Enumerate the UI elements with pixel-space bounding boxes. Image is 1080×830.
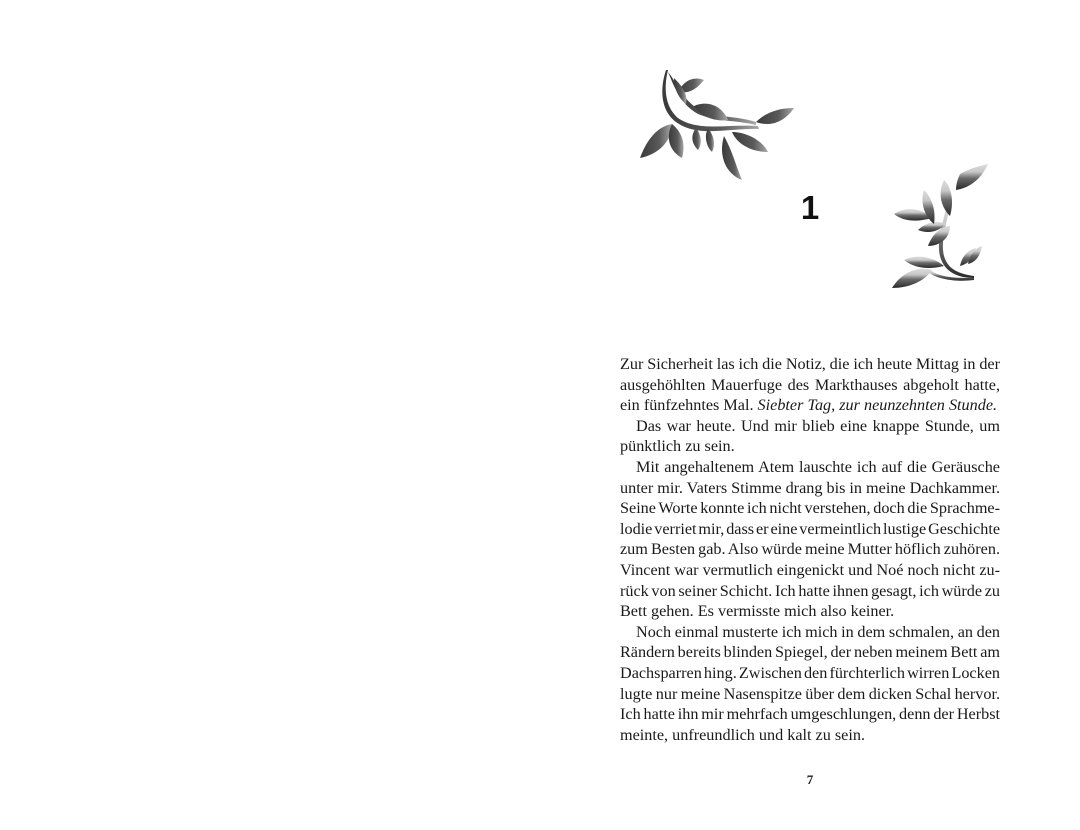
text-line: Bett gehen. Es vermisste mich also keiner. bbox=[620, 602, 895, 621]
leaf-vine-ornament-icon bbox=[888, 160, 988, 295]
text-line: Ich hatte ihn mir mehrfach umgeschlungen, denn der Herbst bbox=[620, 705, 1000, 724]
page-number: 7 bbox=[806, 772, 814, 787]
text-line: unter mir. Vaters Stimme drang bis in meine Dachkammer. bbox=[620, 478, 1000, 497]
text-line: rück von seiner Schicht. Ich hatte ihnen gesagt, ich würde zu bbox=[620, 581, 1000, 600]
text-line: Mit angehaltenem Atem lauschte ich auf die Geräusche bbox=[636, 457, 1000, 476]
text-line: pünktlich zu sein. bbox=[620, 437, 735, 456]
text-line: Rändern bereits blinden Spiegel, der neben meinem Bett am bbox=[620, 643, 1000, 662]
text-line: Noch einmal musterte ich mich in dem schmalen, an den bbox=[636, 622, 1000, 641]
text-line: Zur Sicherheit las ich die Notiz, die ich heute Mittag in der bbox=[620, 355, 1000, 373]
text-line: Vincent war vermutlich eingenickt und Noé noch nicht zu- bbox=[620, 560, 1000, 579]
chapter-number: 1 bbox=[800, 189, 820, 226]
text-line: Dachsparren hing. Zwischen den fürchterlich wirren Locken bbox=[620, 663, 1000, 682]
chapter-body-text bbox=[620, 354, 1000, 745]
text-line: Seine Worte konnte ich nicht verstehen, doch die Sprachme- bbox=[620, 499, 1000, 518]
italic-note-text: Siebter Tag, zur neunzehnten Stunde. bbox=[757, 396, 998, 415]
text-line: lodie verriet mir, dass er eine vermeintlich lustige Geschichte bbox=[620, 519, 1000, 538]
text-line: ausgehöhlten Mauerfuge des Markthauses abgeholt hatte, bbox=[620, 375, 1000, 394]
text-line: lugte nur meine Nasenspitze über dem dicken Schal hervor. bbox=[620, 684, 1000, 703]
text-line: ein fünfzehntes Mal. Siebter Tag, zur neunzehnten Stunde. bbox=[620, 396, 998, 415]
text-line: meinte, unfreundlich und kalt zu sein. bbox=[620, 725, 865, 744]
leaf-vine-ornament-icon bbox=[638, 66, 798, 181]
text-line: Das war heute. Und mir blieb eine knappe Stunde, um bbox=[636, 416, 1000, 435]
right-page bbox=[540, 0, 1080, 830]
text-line: zum Besten gab. Also würde meine Mutter höflich zuhören. bbox=[620, 540, 1000, 559]
